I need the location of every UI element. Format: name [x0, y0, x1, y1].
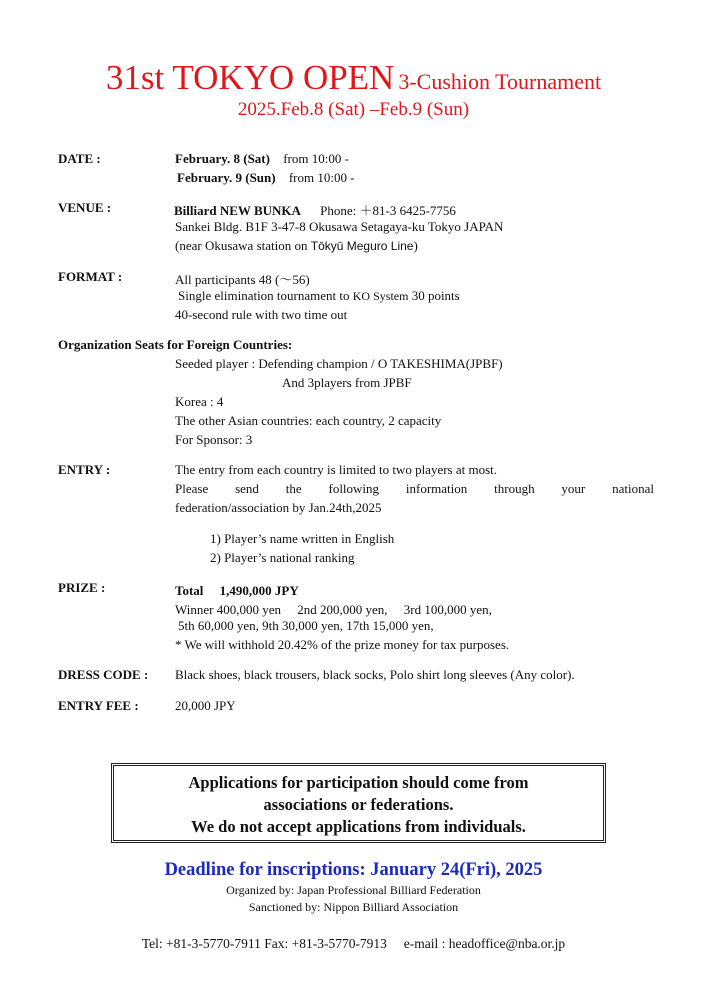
deadline: Deadline for inscriptions: January 24(Fri), 2025	[164, 860, 543, 880]
entry-item1: 1) Player’s name written in English	[210, 531, 395, 546]
format-line2-a: Single elimination tournament to	[178, 288, 353, 303]
date-day1-text: February. 8 (Sat)	[175, 151, 270, 166]
entry-item2: 2) Player’s national ranking	[210, 550, 355, 565]
venue-line1	[174, 200, 456, 219]
venue-address: Sankei Bldg. B1F 3-47-8 Okusawa Setagaya-ku Tokyo JAPAN	[175, 219, 504, 234]
notice-line3: We do not accept applications from individuals.	[191, 817, 526, 836]
prize-line1: Winner 400,000 yen 2nd 200,000 yen, 3rd 100,000 yen,	[175, 602, 492, 617]
venue-near	[175, 238, 418, 254]
prize-label: PRIZE :	[58, 580, 106, 595]
fee-text: 20,000 JPY	[175, 698, 236, 713]
date-day2-text: February. 9 (Sun)	[177, 170, 276, 185]
contact-info: Tel: +81-3-5770-7911 Fax: +81-3-5770-7913 e-mail : headoffice@nba.or.jp	[141, 936, 566, 951]
prize-total: Total 1,490,000 JPY	[175, 583, 299, 598]
notice-line2: associations or federations.	[263, 795, 454, 814]
date-day2-time: from 10:00 -	[288, 170, 355, 185]
event-dates: 2025.Feb.8 (Sat) –Feb.9 (Sun)	[237, 99, 470, 120]
seats-line3: Korea : 4	[175, 394, 224, 409]
format-line2-c: 30 points	[408, 288, 460, 303]
venue-near-suffix: )	[413, 238, 418, 253]
entry-line2: Please send the following information through your national	[175, 481, 654, 496]
title-sub: 3-Cushion Tournament	[398, 69, 602, 94]
fee-label: ENTRY FEE :	[58, 698, 139, 713]
format-line3: 40-second rule with two time out	[175, 307, 348, 322]
format-line2-b: KO System	[352, 289, 409, 303]
seats-line5: For Sponsor: 3	[175, 432, 253, 447]
dress-text: Black shoes, black trousers, black socks, Polo shirt long sleeves (Any color).	[175, 667, 575, 682]
dress-label: DRESS CODE :	[58, 667, 149, 682]
prize-tax-note: * We will withhold 20.42% of the prize money for tax purposes.	[175, 637, 510, 652]
venue-phone: Phone: ＋81-3 6425-7756	[320, 203, 456, 218]
format-label: FORMAT :	[58, 269, 123, 284]
seats-heading: Organization Seats for Foreign Countries:	[58, 337, 293, 352]
format-line1: All participants 48 (～56)	[175, 272, 310, 287]
seats-line2: And 3players from JPBF	[282, 375, 412, 390]
seats-line4: The other Asian countries: each country, 2 capacity	[175, 413, 442, 428]
date-day1	[175, 151, 349, 167]
notice-box	[111, 763, 606, 843]
date-day2	[177, 170, 355, 186]
venue-near-line: Tōkyū Meguro Line	[310, 239, 414, 253]
date-day1-time: from 10:00 -	[283, 151, 349, 166]
venue-name: Billiard NEW BUNKA	[174, 203, 301, 218]
prize-line2: 5th 60,000 yen, 9th 30,000 yen, 17th 15,000 yen,	[178, 618, 434, 633]
format-line2	[178, 288, 460, 304]
entry-line1: The entry from each country is limited to two players at most.	[175, 462, 498, 477]
venue-near-prefix: (near Okusawa station on	[175, 238, 311, 253]
seats-line1: Seeded player : Defending champion / O TAKESHIMA(JPBF)	[175, 356, 503, 371]
title-main: 31st TOKYO OPEN	[105, 58, 395, 97]
sanctioned-by: Sanctioned by: Nippon Billiard Association	[248, 900, 459, 914]
entry-line3: federation/association by Jan.24th,2025	[175, 500, 382, 515]
date-label: DATE :	[58, 151, 101, 166]
venue-label: VENUE :	[58, 200, 112, 215]
notice-line1: Applications for participation should come from	[188, 773, 529, 792]
page-title	[0, 58, 707, 98]
entry-label: ENTRY :	[58, 462, 111, 477]
organized-by: Organized by: Japan Professional Billiard Federation	[226, 883, 481, 897]
